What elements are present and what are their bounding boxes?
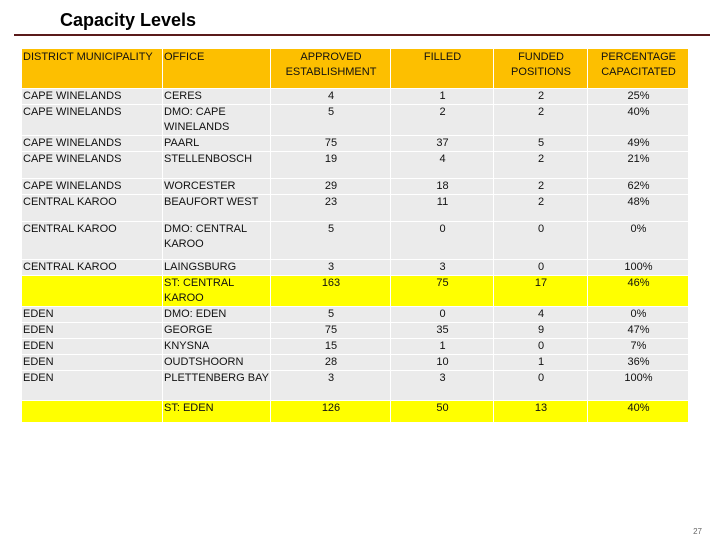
- cell-filled: 37: [391, 136, 494, 152]
- table-row: [22, 307, 689, 323]
- cell-pct: 100%: [588, 260, 689, 276]
- cell-district: EDEN: [22, 339, 163, 355]
- capacity-table: [21, 48, 689, 423]
- cell-pct: 46%: [588, 276, 689, 307]
- cell-funded: 2: [494, 152, 588, 179]
- cell-pct: 47%: [588, 323, 689, 339]
- cell-office: WORCESTER: [163, 179, 271, 195]
- cell-pct: 7%: [588, 339, 689, 355]
- cell-filled: 0: [391, 222, 494, 260]
- cell-office: CERES: [163, 89, 271, 105]
- table-row: [22, 371, 689, 401]
- cell-filled: 35: [391, 323, 494, 339]
- cell-filled: 1: [391, 89, 494, 105]
- cell-funded: 2: [494, 89, 588, 105]
- header-office: OFFICE: [163, 49, 271, 89]
- cell-office: DMO: EDEN: [163, 307, 271, 323]
- cell-approved: 3: [271, 260, 391, 276]
- table-row: [22, 355, 689, 371]
- cell-pct: 62%: [588, 179, 689, 195]
- table-row: [22, 179, 689, 195]
- cell-funded: 13: [494, 401, 588, 423]
- cell-funded: 4: [494, 307, 588, 323]
- cell-office: STELLENBOSCH: [163, 152, 271, 179]
- cell-filled: 3: [391, 371, 494, 401]
- cell-funded: 5: [494, 136, 588, 152]
- cell-approved: 126: [271, 401, 391, 423]
- header-funded: FUNDED POSITIONS: [494, 49, 588, 89]
- cell-district: CENTRAL KAROO: [22, 260, 163, 276]
- cell-pct: 100%: [588, 371, 689, 401]
- cell-funded: 1: [494, 355, 588, 371]
- cell-district: EDEN: [22, 355, 163, 371]
- cell-filled: 50: [391, 401, 494, 423]
- cell-office: GEORGE: [163, 323, 271, 339]
- cell-office: DMO: CAPE WINELANDS: [163, 105, 271, 136]
- cell-approved: 28: [271, 355, 391, 371]
- header-percentage: PERCENTAGE CAPACITATED: [588, 49, 689, 89]
- cell-filled: 1: [391, 339, 494, 355]
- cell-district: [22, 276, 163, 307]
- table-row: [22, 339, 689, 355]
- page-number: 27: [693, 527, 702, 536]
- cell-filled: 2: [391, 105, 494, 136]
- table-row: [22, 136, 689, 152]
- table-row: [22, 152, 689, 179]
- cell-district: EDEN: [22, 323, 163, 339]
- cell-pct: 40%: [588, 401, 689, 423]
- cell-office: OUDTSHOORN: [163, 355, 271, 371]
- cell-district: EDEN: [22, 307, 163, 323]
- cell-approved: 15: [271, 339, 391, 355]
- title-divider: [14, 34, 710, 36]
- cell-approved: 23: [271, 195, 391, 222]
- table-row: [22, 195, 689, 222]
- cell-filled: 4: [391, 152, 494, 179]
- cell-office: ST: CENTRAL KAROO: [163, 276, 271, 307]
- table-row: [22, 260, 689, 276]
- table-header-row: [22, 49, 689, 89]
- cell-filled: 0: [391, 307, 494, 323]
- cell-approved: 5: [271, 222, 391, 260]
- cell-funded: 0: [494, 260, 588, 276]
- table-row: [22, 222, 689, 260]
- cell-office: LAINGSBURG: [163, 260, 271, 276]
- cell-approved: 5: [271, 105, 391, 136]
- cell-district: CENTRAL KAROO: [22, 222, 163, 260]
- page-title: Capacity Levels: [60, 10, 197, 30]
- cell-funded: 0: [494, 371, 588, 401]
- cell-district: CAPE WINELANDS: [22, 152, 163, 179]
- cell-filled: 11: [391, 195, 494, 222]
- header-district: DISTRICT MUNICIPALITY: [22, 49, 163, 89]
- cell-pct: 0%: [588, 307, 689, 323]
- cell-office: KNYSNA: [163, 339, 271, 355]
- cell-office: BEAUFORT WEST: [163, 195, 271, 222]
- cell-funded: 2: [494, 105, 588, 136]
- cell-district: CAPE WINELANDS: [22, 105, 163, 136]
- header-approved: APPROVED ESTABLISHMENT: [271, 49, 391, 89]
- cell-pct: 40%: [588, 105, 689, 136]
- cell-approved: 29: [271, 179, 391, 195]
- cell-approved: 163: [271, 276, 391, 307]
- subtotal-row: [22, 276, 689, 307]
- cell-pct: 0%: [588, 222, 689, 260]
- cell-pct: 48%: [588, 195, 689, 222]
- cell-approved: 5: [271, 307, 391, 323]
- cell-approved: 4: [271, 89, 391, 105]
- cell-district: CAPE WINELANDS: [22, 136, 163, 152]
- cell-approved: 75: [271, 323, 391, 339]
- cell-filled: 3: [391, 260, 494, 276]
- cell-approved: 75: [271, 136, 391, 152]
- cell-funded: 17: [494, 276, 588, 307]
- cell-district: CENTRAL KAROO: [22, 195, 163, 222]
- cell-funded: 2: [494, 195, 588, 222]
- cell-funded: 0: [494, 339, 588, 355]
- cell-office: PAARL: [163, 136, 271, 152]
- cell-filled: 10: [391, 355, 494, 371]
- cell-filled: 18: [391, 179, 494, 195]
- cell-office: ST: EDEN: [163, 401, 271, 423]
- table-row: [22, 323, 689, 339]
- cell-office: PLETTENBERG BAY: [163, 371, 271, 401]
- cell-district: EDEN: [22, 371, 163, 401]
- subtotal-row: [22, 401, 689, 423]
- cell-approved: 19: [271, 152, 391, 179]
- header-filled: FILLED: [391, 49, 494, 89]
- cell-district: CAPE WINELANDS: [22, 179, 163, 195]
- cell-approved: 3: [271, 371, 391, 401]
- cell-pct: 36%: [588, 355, 689, 371]
- cell-funded: 0: [494, 222, 588, 260]
- cell-funded: 9: [494, 323, 588, 339]
- cell-pct: 25%: [588, 89, 689, 105]
- cell-filled: 75: [391, 276, 494, 307]
- cell-pct: 49%: [588, 136, 689, 152]
- cell-district: CAPE WINELANDS: [22, 89, 163, 105]
- cell-pct: 21%: [588, 152, 689, 179]
- cell-funded: 2: [494, 179, 588, 195]
- cell-office: DMO: CENTRAL KAROO: [163, 222, 271, 260]
- cell-district: [22, 401, 163, 423]
- table-row: [22, 89, 689, 105]
- table-row: [22, 105, 689, 136]
